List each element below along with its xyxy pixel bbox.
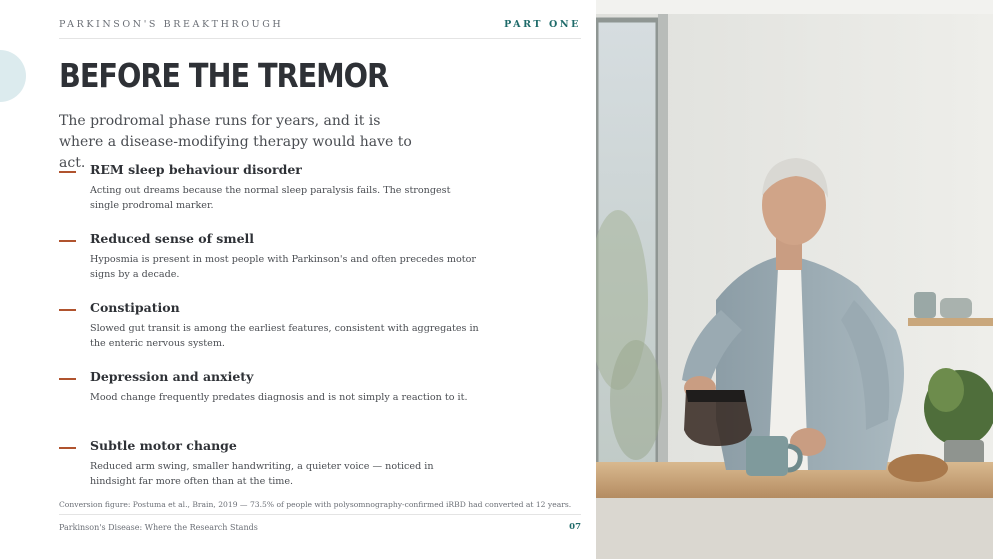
item-description: Hyposmia is present in most people with Parkinson's and often precedes motor signs by a decade. [90, 254, 476, 280]
item-description: Mood change frequently predates diagnosis and is not simply a reaction to it. [90, 392, 468, 403]
page-number: 07 [569, 522, 581, 532]
list-item [59, 369, 489, 423]
part-label: PART ONE [504, 19, 581, 30]
footer-title: Parkinson's Disease: Where the Research Stands [59, 523, 258, 532]
bottom-divider [59, 514, 581, 515]
dash-marker [59, 240, 76, 242]
intro-text: The prodromal phase runs for years, and it is where a disease-modifying therapy would have to act. [59, 113, 412, 171]
item-heading: REM sleep behaviour disorder [90, 162, 302, 177]
photo-man-pouring-coffee [596, 0, 993, 559]
item-heading: Constipation [90, 300, 180, 315]
dash-marker [59, 378, 76, 380]
item-heading: Subtle motor change [90, 438, 237, 453]
item-heading: Depression and anxiety [90, 369, 254, 384]
item-description: Reduced arm swing, smaller handwriting, a quieter voice — noticed in hindsight far more often than at the time. [90, 461, 434, 487]
list-item [59, 231, 489, 300]
list-item [59, 162, 489, 231]
dash-marker [59, 309, 76, 311]
symptom-list [59, 162, 489, 507]
list-item [59, 438, 489, 507]
item-heading: Reduced sense of smell [90, 231, 255, 246]
illustration [596, 0, 993, 559]
section-kicker: PARKINSON'S BREAKTHROUGH [59, 19, 284, 30]
dash-marker [59, 171, 76, 173]
top-divider [59, 38, 581, 39]
page-title: BEFORE THE TREMOR [59, 56, 389, 95]
decorative-circle [0, 50, 26, 102]
list-item [59, 300, 489, 369]
item-description: Slowed gut transit is among the earliest features, consistent with aggregates in the enteric nervous system. [90, 323, 479, 349]
item-description: Acting out dreams because the normal sleep paralysis fails. The strongest single prodromal marker. [90, 185, 451, 211]
dash-marker [59, 447, 76, 449]
source-footnote: Conversion figure: Postuma et al., Brain, 2019 — 73.5% of people with polysomnography-confirmed iRBD had converted at 12 years. [59, 500, 572, 509]
